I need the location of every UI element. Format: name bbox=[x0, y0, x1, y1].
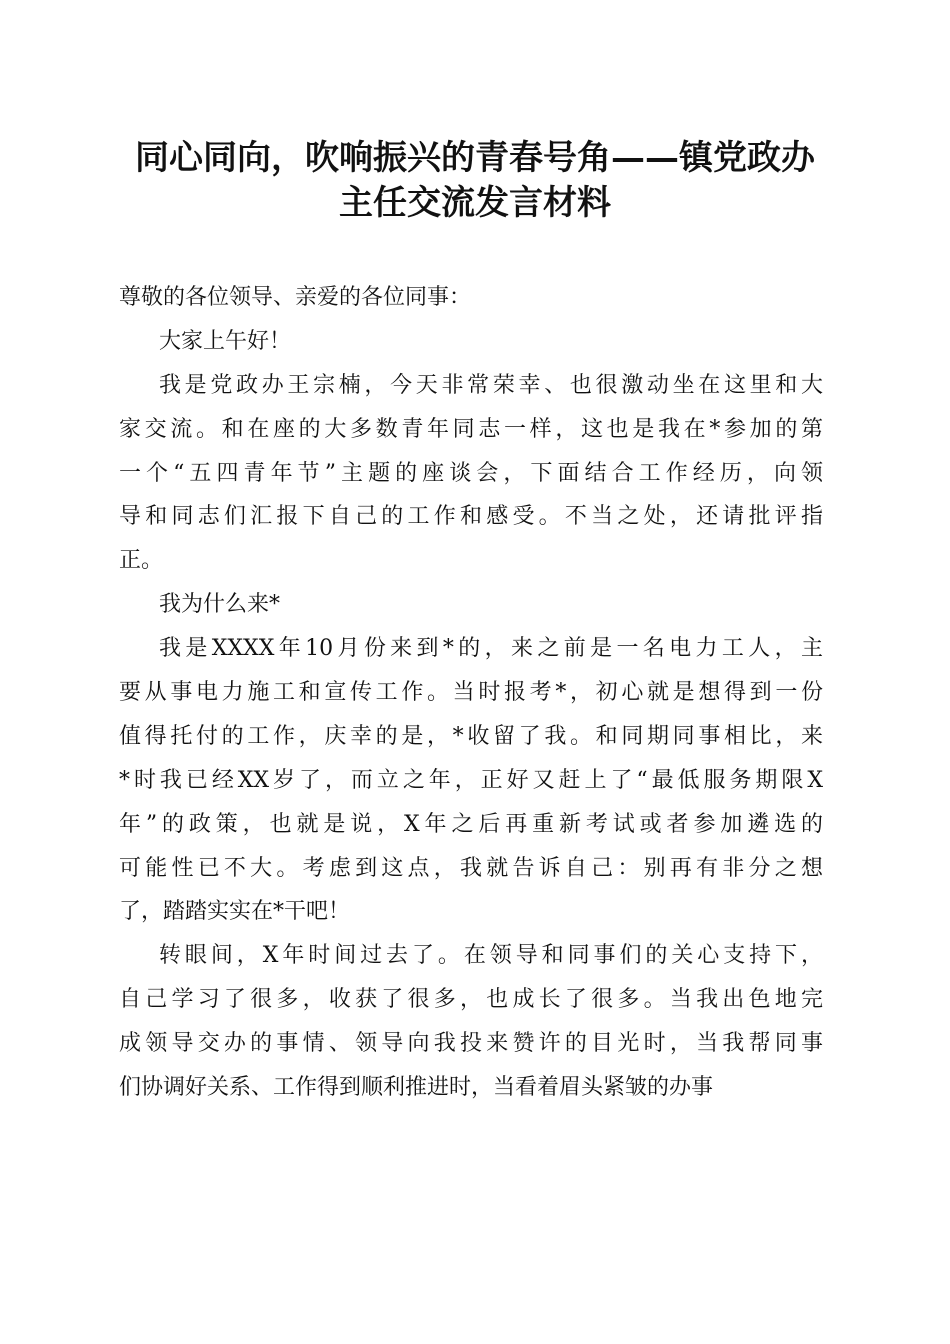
paragraph bbox=[119, 320, 823, 364]
paragraph-line: 导和同志们汇报下自己的工作和感受。不当之处，还请批评指 bbox=[119, 504, 823, 530]
paragraph-line: 我为什么来* bbox=[159, 592, 281, 618]
paragraph-line: 我是党政办王宗楠，今天非常荣幸、也很激动坐在这里和大 bbox=[159, 372, 823, 398]
paragraph-line: 了，踏踏实实在*干吧！ bbox=[119, 899, 351, 925]
paragraph-line: 大家上午好！ bbox=[159, 328, 292, 354]
paragraph-line: 值得托付的工作，庆幸的是，*收留了我。和同期同事相比，来 bbox=[119, 723, 823, 749]
paragraph-line: 一个“五四青年节”主题的座谈会，下面结合工作经历，向领 bbox=[119, 460, 823, 486]
paragraph-line: 们协调好关系、工作得到顺利推进时，当看着眉头紧皱的办事 bbox=[119, 1075, 714, 1101]
paragraph bbox=[119, 276, 823, 320]
paragraph-line: 成领导交办的事情、领导向我投来赞许的目光时，当我帮同事 bbox=[119, 1031, 823, 1057]
paragraph-line: 家交流。和在座的大多数青年同志一样，这也是我在*参加的第 bbox=[119, 416, 823, 442]
paragraph-line: 正。 bbox=[119, 548, 164, 574]
paragraph bbox=[119, 583, 823, 627]
paragraph bbox=[119, 364, 823, 583]
paragraph-line: *时我已经XX岁了，而立之年，正好又赶上了“最低服务期限X bbox=[119, 767, 823, 793]
paragraph bbox=[119, 627, 823, 934]
paragraph-line: 自己学习了很多，收获了很多，也成长了很多。当我出色地完 bbox=[119, 987, 823, 1013]
paragraph-line: 我是XXXX年10月份来到*的，来之前是一名电力工人，主 bbox=[159, 636, 823, 662]
paragraph-line: 年”的政策，也就是说，X年之后再重新考试或者参加遴选的 bbox=[119, 811, 823, 837]
paragraph-line: 要从事电力施工和宣传工作。当时报考*，初心就是想得到一份 bbox=[119, 680, 823, 706]
title-line-1: 同心同向，吹响振兴的青春号角——镇党政办 bbox=[135, 138, 815, 178]
paragraph bbox=[119, 934, 823, 1110]
paragraph-line: 转眼间，X年时间过去了。在领导和同事们的关心支持下， bbox=[159, 943, 823, 969]
document-title bbox=[110, 136, 840, 226]
document-body bbox=[119, 276, 823, 1110]
paragraph-line: 尊敬的各位领导、亲爱的各位同事： bbox=[119, 285, 472, 310]
title-line-2: 主任交流发言材料 bbox=[339, 183, 611, 223]
paragraph-line: 可能性已不大。考虑到这点，我就告诉自己：别再有非分之想 bbox=[119, 855, 823, 881]
